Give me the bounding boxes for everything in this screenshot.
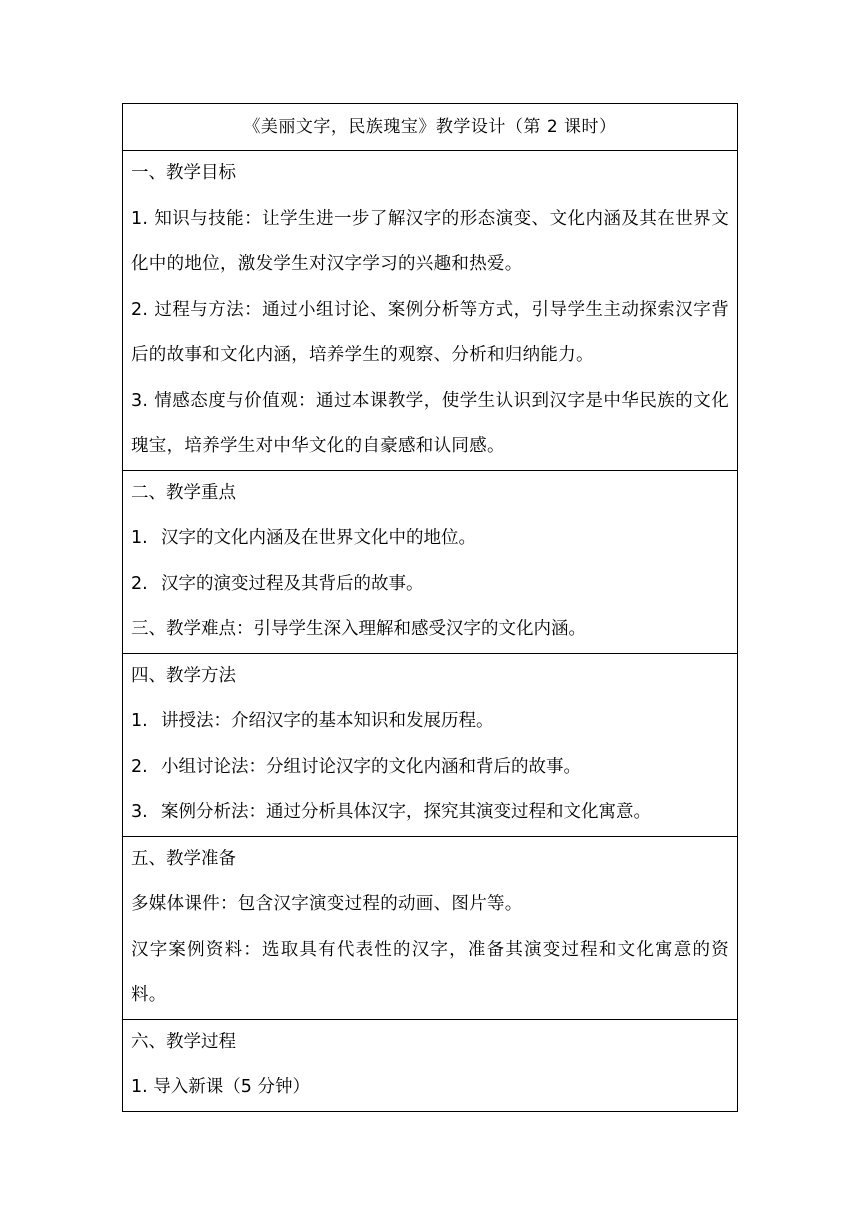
method-item-1 xyxy=(131,699,729,745)
section-teaching-methods xyxy=(123,653,738,836)
list-number: 2. xyxy=(131,756,148,777)
key-point-item-2 xyxy=(131,562,729,608)
method-item-2 xyxy=(131,745,729,791)
process-item-1: 1. 导入新课（5 分钟） xyxy=(131,1077,310,1097)
teaching-difficulty: 三、教学难点：引导学生深入理解和感受汉字的文化内涵。 xyxy=(131,619,586,639)
section-heading-process: 六、教学过程 xyxy=(131,1031,236,1052)
lesson-title: 《美丽文字，民族瑰宝》教学设计（第 2 课时） xyxy=(123,104,738,151)
list-number: 1. xyxy=(131,528,148,548)
method-item-3 xyxy=(131,790,729,836)
section-heading-methods: 四、教学方法 xyxy=(131,665,236,686)
list-item-text: 案例分析法：通过分析具体汉字，探究其演变过程和文化寓意。 xyxy=(161,802,651,822)
list-number: 3. xyxy=(131,802,148,822)
section-heading-key-points: 二、教学重点 xyxy=(131,482,236,503)
list-number: 2. xyxy=(131,573,148,594)
list-number: 1. xyxy=(131,711,148,731)
section-teaching-goals xyxy=(123,151,738,471)
section-teaching-process xyxy=(123,1019,738,1111)
goal-item-3: 3. 情感态度与价值观：通过本课教学，使学生认识到汉字是中华民族的文化瑰宝，培养学生对中华文化的自豪感和认同感。 xyxy=(131,390,729,456)
section-heading-goals: 一、教学目标 xyxy=(131,163,236,183)
list-item-text: 汉字的文化内涵及在世界文化中的地位。 xyxy=(161,528,476,548)
preparation-item-1: 多媒体课件：包含汉字演变过程的动画、图片等。 xyxy=(131,894,523,914)
list-item-text: 小组讨论法：分组讨论汉字的文化内涵和背后的故事。 xyxy=(161,756,581,777)
goal-item-1: 1. 知识与技能：让学生进一步了解汉字的形态演变、文化内涵及其在世界文化中的地位，激发学生对汉字学习的兴趣和热爱。 xyxy=(131,208,729,274)
section-teaching-preparation xyxy=(123,836,738,1019)
list-item-text: 汉字的演变过程及其背后的故事。 xyxy=(161,573,424,594)
section-key-points xyxy=(123,470,738,653)
goal-item-2: 2. 过程与方法：通过小组讨论、案例分析等方式，引导学生主动探索汉字背后的故事和文化内涵，培养学生的观察、分析和归纳能力。 xyxy=(131,299,729,365)
preparation-item-2: 汉字案例资料：选取具有代表性的汉字，准备其演变过程和文化寓意的资料。 xyxy=(131,939,729,1005)
list-item-text: 讲授法：介绍汉字的基本知识和发展历程。 xyxy=(161,711,494,731)
lesson-plan-table xyxy=(122,103,738,1112)
key-point-item-1 xyxy=(131,516,729,562)
section-heading-preparation: 五、教学准备 xyxy=(131,848,236,869)
